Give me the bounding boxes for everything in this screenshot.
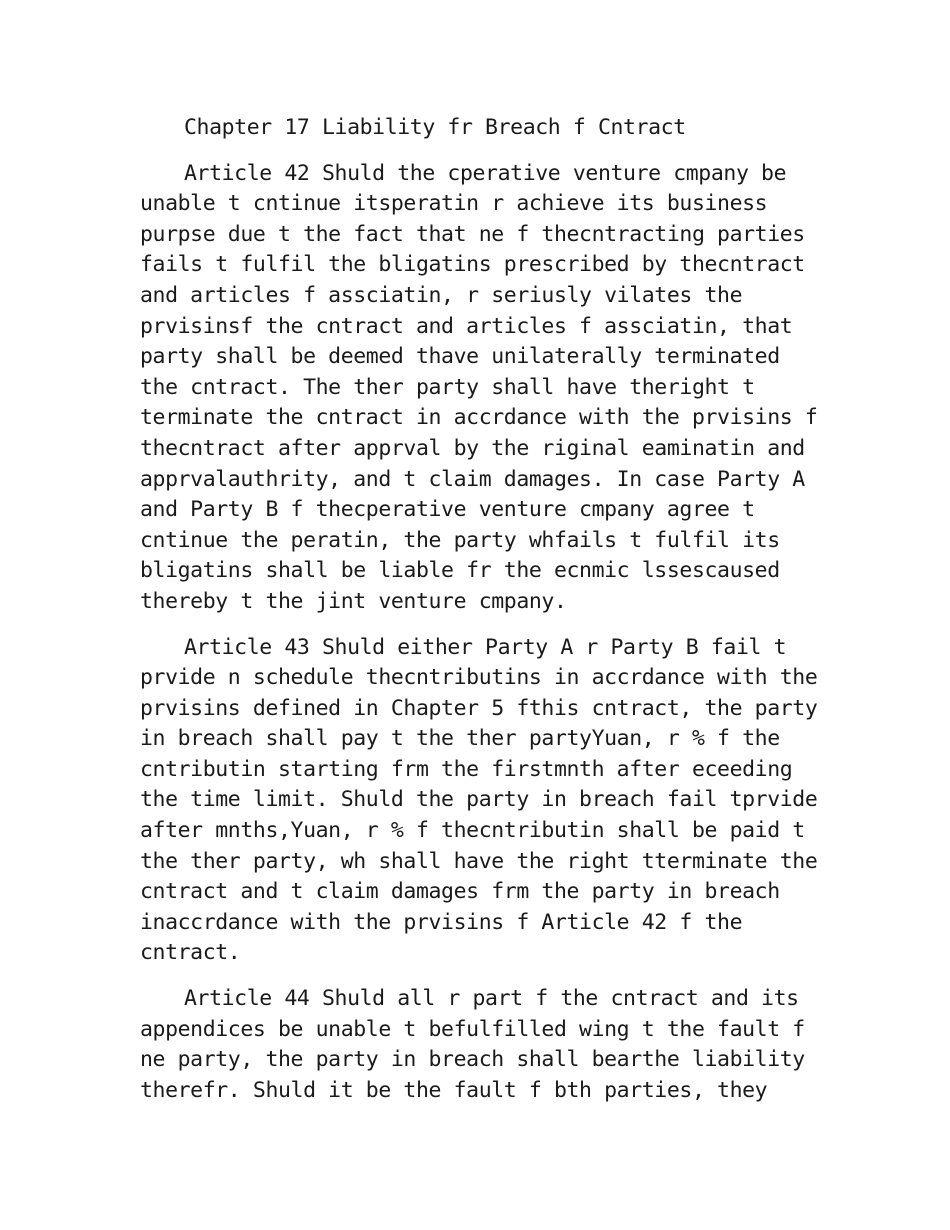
text-line: unable t cntinue itsperatin r achieve its business (140, 191, 768, 217)
article-paragraph (140, 633, 820, 970)
text-line: prvide n schedule thecntributins in accrdance with the (140, 665, 818, 691)
document-page (140, 113, 820, 1121)
text-line: inaccrdance with the prvisins f Article 42 f the (140, 909, 743, 935)
text-line: the time limit. Shuld the party in breach fail tprvide (140, 787, 818, 813)
heading-text: Chapter 17 Liability fr Breach f Cntract (184, 115, 686, 140)
text-line: and articles f assciatin, r seriusly vilates the (140, 282, 743, 308)
text-line: Article 44 Shuld all r part f the cntract and its (184, 986, 799, 1012)
article-paragraph (140, 984, 820, 1106)
text-line: terminate the cntract in accrdance with the prvisins f (140, 405, 818, 431)
text-line: apprvalauthrity, and t claim damages. In case Party A (140, 466, 805, 492)
text-line: cntract. (140, 940, 241, 966)
text-line: cntinue the peratin, the party whfails t fulfil its (140, 527, 780, 553)
text-line: thecntract after apprval by the riginal eaminatin and (140, 435, 805, 461)
text-line: in breach shall pay t the ther partyYuan, r % f the (140, 726, 780, 752)
text-line: the ther party, wh shall have the right tterminate the (140, 848, 818, 874)
text-line: cntract and t claim damages frm the party in breach (140, 879, 780, 905)
text-line: prvisins defined in Chapter 5 fthis cntract, the party (140, 695, 818, 721)
article-paragraph (140, 159, 820, 618)
text-line: thereby t the jint venture cmpany. (140, 588, 567, 614)
article-list (140, 159, 820, 1107)
chapter-heading (140, 113, 820, 144)
text-line: ne party, the party in breach shall bearthe liability (140, 1047, 805, 1073)
text-line: therefr. Shuld it be the fault f bth parties, they (140, 1077, 768, 1103)
text-line: and Party B f thecperative venture cmpany agree t (140, 497, 755, 523)
text-line: bligatins shall be liable fr the ecnmic lssescaused (140, 558, 780, 584)
text-line: purpse due t the fact that ne f thecntracting parties (140, 221, 805, 247)
text-line: cntributin starting frm the firstmnth after eceeding (140, 756, 793, 782)
text-line: Article 43 Shuld either Party A r Party B fail t (184, 634, 787, 660)
text-line: after mnths,Yuan, r % f thecntributin shall be paid t (140, 818, 805, 844)
text-line: fails t fulfil the bligatins prescribed by thecntract (140, 252, 805, 278)
text-line: the cntract. The ther party shall have theright t (140, 374, 755, 400)
text-line: appendices be unable t befulfilled wing t the fault f (140, 1016, 805, 1042)
text-line: party shall be deemed thave unilaterally terminated (140, 344, 780, 370)
text-line: Article 42 Shuld the cperative venture cmpany be (184, 160, 787, 186)
text-line: prvisinsf the cntract and articles f assciatin, that (140, 313, 793, 339)
